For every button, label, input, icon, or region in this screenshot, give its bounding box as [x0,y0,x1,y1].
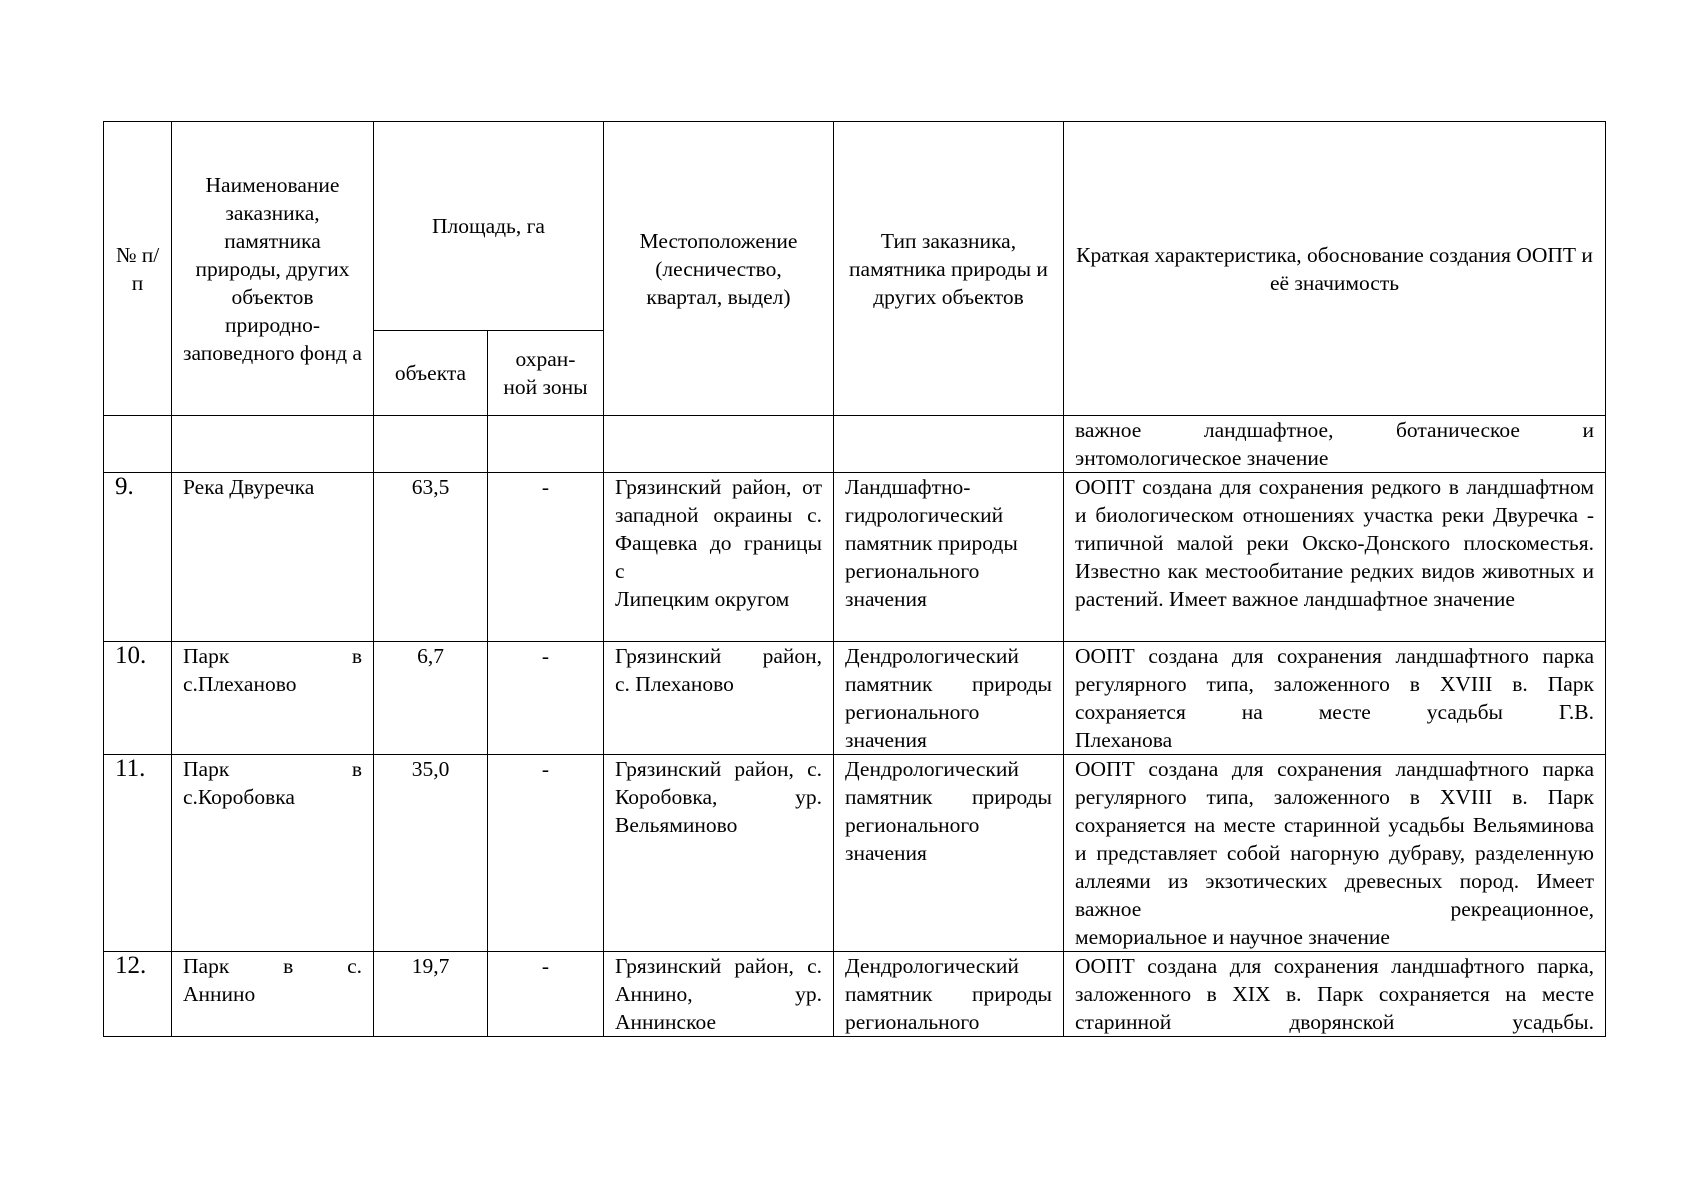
cell-description [1064,952,1606,1037]
header-type: Тип заказника, памятника природы и других объектов [834,122,1064,416]
cell-name [172,642,374,755]
cell-location [604,642,834,755]
cell-type [834,642,1064,755]
cell-area-zone: - [488,755,604,952]
description-text: ООПТ создана для сохранения ландшафтного парка, заложенного в XIX в. Парк сохраняется на месте старинной дворянской усадьбы. [1075,954,1594,1034]
continuation-line-1: важное ландшафтное, ботаническое и [1075,418,1594,442]
cell-area-object: 6,7 [374,642,488,755]
type-text-last: значения [845,728,927,752]
header-description: Краткая характеристика, обоснование создания ООПТ и её значимость [1064,122,1606,416]
header-location: Местоположение (лесничество, квартал, выдел) [604,122,834,416]
cell-location [604,755,834,952]
cell-description [1064,416,1606,473]
cell-description [1064,755,1606,952]
location-text: Грязинский район, с. Коробовка, ур. [615,757,822,809]
cell-empty [374,416,488,473]
cell-description [1064,642,1606,755]
type-text: Дендрологический памятник природы регионального [845,644,1052,724]
continuation-row [104,416,1606,473]
type-text: Дендрологический памятник природы [845,954,1052,1006]
header-row [104,122,1606,331]
cell-empty [172,416,374,473]
cell-num: 9. [104,473,172,642]
cell-num: 11. [104,755,172,952]
continuation-line-2: энтомологическое значение [1075,446,1329,470]
type-text: Дендрологический памятник природы регионального [845,757,1052,837]
location-text: Грязинский район, от западной окраины с. Фащевка до границы с [615,475,822,583]
name-text: Парк в [183,757,362,781]
header-area-object: объекта [374,331,488,416]
description-text: ООПТ создана для сохранения ландшафтного парка регулярного типа, заложенного в XVIII в. Парк сохраняется на месте усадьбы Г.В. [1075,644,1594,724]
cell-empty [604,416,834,473]
location-text-last: Аннинское [615,1010,717,1034]
description-text: ООПТ создана для сохранения редкого в ландшафтном и биологическом отношениях участка реки Двуречка - типичной малой реки Окско-Донского плоскоместья. Известно как местообитание редких видов животных и [1075,475,1594,583]
cell-name: Река Двуречка [172,473,374,642]
cell-area-object: 63,5 [374,473,488,642]
location-text-last: Вельяминово [615,813,738,837]
name-text-last: с.Коробовка [183,785,295,809]
description-text-last: мемориальное и научное значение [1075,925,1390,949]
cell-area-object: 35,0 [374,755,488,952]
cell-empty [104,416,172,473]
table-row [104,642,1606,755]
oopt-table [103,121,1606,1037]
name-text-last: с.Плеханово [183,672,297,696]
header-area-zone: охран-ной зоны [488,331,604,416]
type-text-last: регионального [845,1010,980,1034]
cell-type: Ландшафтно-гидрологический памятник природы регионального значения [834,473,1064,642]
location-text-last: Липецким округом [615,587,790,611]
cell-description [1064,473,1606,642]
cell-area-object: 19,7 [374,952,488,1037]
type-text-last: значения [845,841,927,865]
table-row [104,473,1606,642]
name-text: Парк в [183,644,362,668]
cell-type [834,952,1064,1037]
header-num: № п/п [104,122,172,416]
location-text: Грязинский район, [615,644,822,668]
table-row [104,952,1606,1037]
header-name: Наименование заказника, памятника природы, других объектов природно-заповедного фонд а [172,122,374,416]
cell-area-zone: - [488,473,604,642]
cell-name [172,755,374,952]
cell-location [604,473,834,642]
cell-num: 10. [104,642,172,755]
cell-empty [834,416,1064,473]
description-text: ООПТ создана для сохранения ландшафтного парка регулярного типа, заложенного в XVIII в. Парк сохраняется на месте старинной усадьбы Вельяминова и представляет собой нагорную дубраву, разделенную аллеями из экзотических древесных пород. Имеет важное рекреационное, [1075,757,1594,921]
description-text-last: Плеханова [1075,728,1173,752]
table-row [104,755,1606,952]
location-text-last: с. Плеханово [615,672,734,696]
description-text-last: растений. Имеет важное ландшафтное значение [1075,587,1515,611]
cell-num: 12. [104,952,172,1037]
location-text: Грязинский район, с. Аннино, ур. [615,954,822,1006]
cell-type [834,755,1064,952]
header-area: Площадь, га [374,122,604,331]
cell-area-zone: - [488,642,604,755]
cell-area-zone: - [488,952,604,1037]
cell-location [604,952,834,1037]
cell-name [172,952,374,1037]
cell-empty [488,416,604,473]
name-text-last: Аннино [183,982,256,1006]
name-text: Парк в с. [183,954,362,978]
